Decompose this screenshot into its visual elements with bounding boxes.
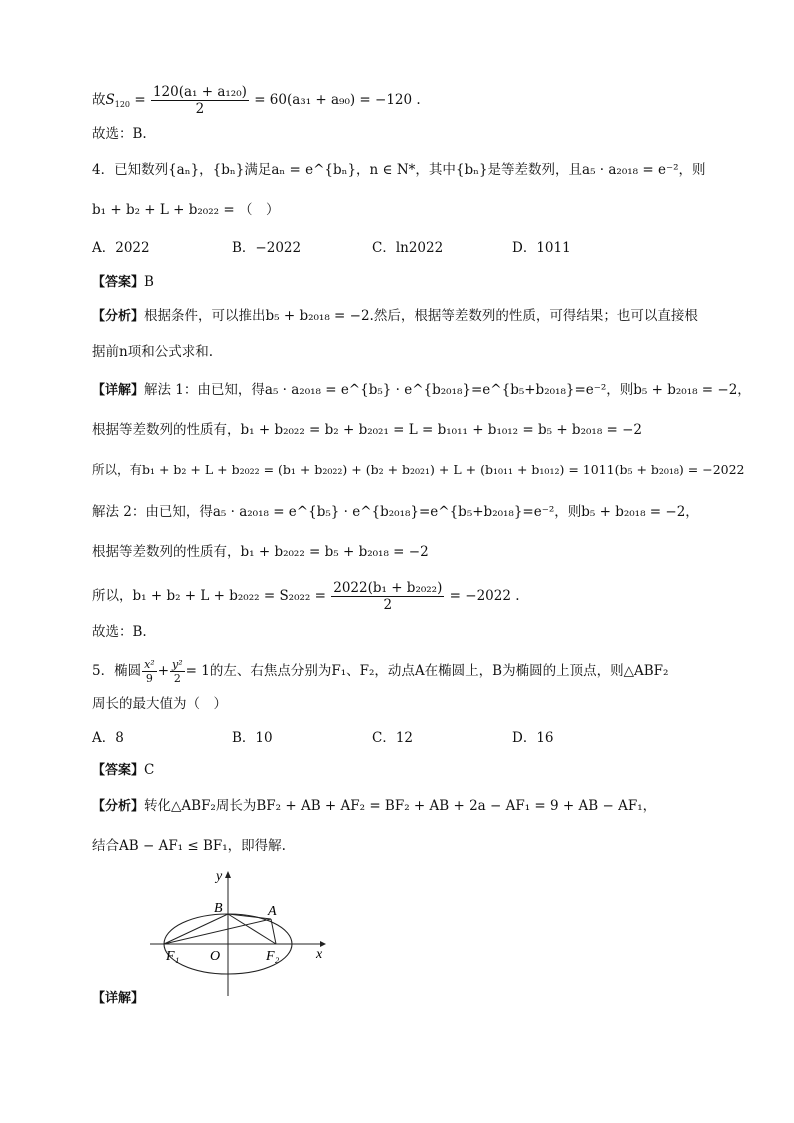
q4-detail-3: 所以，有b₁ + b₂ + L + b₂₀₂₂ = (b₁ + b₂₀₂₂) + (b₂ + b₂₀₂₁) + L + (b₁₀₁₁ + b₁₀₁₂) = 1011(b₅ + b₂₀₁₈) = −2022 bbox=[92, 462, 745, 477]
label-f2: F₂ bbox=[266, 949, 280, 964]
text: 5．椭圆 bbox=[92, 663, 142, 679]
fraction-numerator: 120(a₁ + a₁₂₀) bbox=[152, 84, 247, 100]
answer-tag: 【答案】 bbox=[92, 763, 145, 778]
q4-stem-2: b₁ + b₂ + L + b₂₀₂₂ = （ ） bbox=[92, 202, 280, 218]
q4-stem: 4．已知数列{aₙ}，{bₙ}满足aₙ = e^{bₙ}，n ∈ N*，其中{bₙ}是等差数列，且a₅ · a₂₀₁₈ = e⁻²，则 bbox=[92, 162, 706, 178]
q4-analysis bbox=[92, 306, 698, 327]
q5-option-c: C．12 bbox=[372, 730, 414, 746]
fraction-numerator: y² bbox=[172, 658, 183, 671]
analysis-tag: 【分析】 bbox=[92, 309, 145, 324]
choose-line-2: 故选：B. bbox=[92, 624, 147, 640]
y-axis-arrow bbox=[225, 871, 231, 878]
subscript: 120 bbox=[114, 100, 131, 109]
label-o: O bbox=[210, 949, 221, 964]
equation-rest: = 60(a₃₁ + a₉₀) = −120 . bbox=[254, 92, 421, 108]
q5-option-a: A．8 bbox=[92, 730, 124, 746]
plus: + bbox=[157, 663, 170, 679]
q4-options bbox=[92, 238, 571, 258]
line-s120 bbox=[92, 84, 421, 117]
equation-rest: = −2022 . bbox=[449, 588, 520, 604]
q5-stem-2: 周长的最大值为（ ） bbox=[92, 696, 227, 712]
q4-option-d: D．1011 bbox=[512, 240, 571, 256]
q4-option-b: B．−2022 bbox=[232, 240, 302, 256]
label-a: A bbox=[268, 904, 277, 919]
fraction-numerator: 2022(b₁ + b₂₀₂₂) bbox=[333, 580, 443, 596]
q4-detail-5: 根据等差数列的性质有，b₁ + b₂₀₂₂ = b₅ + b₂₀₁₈ = −2 bbox=[92, 544, 429, 560]
stem-rest: = 1的左、右焦点分别为F₁、F₂，动点A在椭圆上，B为椭圆的上顶点，则△ABF₂ bbox=[185, 663, 669, 679]
answer-tag: 【答案】 bbox=[92, 275, 145, 290]
label-x: x bbox=[316, 947, 323, 962]
fraction-denominator: 9 bbox=[145, 672, 153, 685]
q4-detail-6 bbox=[92, 580, 520, 613]
segment-f1-a bbox=[164, 919, 271, 944]
q5-analysis-2: 结合AB − AF₁ ≤ BF₁，即得解. bbox=[92, 838, 286, 854]
ellipse-figure bbox=[148, 868, 328, 998]
fraction-x bbox=[142, 658, 157, 685]
q4-option-a: A．2022 bbox=[92, 240, 150, 256]
q4-detail-4: 解法 2：由已知，得a₅ · a₂₀₁₈ = e^{b₅} · e^{b₂₀₁₈}=e^{b₅+b₂₀₁₈}=e⁻²，则b₅ + b₂₀₁₈ = −2， bbox=[92, 504, 699, 520]
fraction-denominator: 2 bbox=[173, 672, 181, 685]
fraction-denominator: 2 bbox=[195, 101, 205, 117]
var-S: S bbox=[105, 92, 115, 108]
q4-option-c: C．ln2022 bbox=[372, 240, 444, 256]
fraction-y bbox=[170, 658, 185, 685]
analysis-text: 转化△ABF₂周长为BF₂ + AB + AF₂ = BF₂ + AB + 2a − AF₁ = 9 + AB − AF₁， bbox=[144, 798, 657, 814]
q4-detail-1 bbox=[92, 380, 751, 401]
detail-tag: 【详解】 bbox=[92, 383, 145, 398]
q4-answer bbox=[92, 272, 154, 293]
q4-detail-2: 根据等差数列的性质有，b₁ + b₂₀₂₂ = b₂ + b₂₀₂₁ = L = b₁₀₁₁ + b₁₀₁₂ = b₅ + b₂₀₁₈ = −2 bbox=[92, 422, 643, 438]
q5-stem bbox=[92, 658, 668, 685]
answer-value: B bbox=[144, 274, 154, 290]
fraction-denominator: 2 bbox=[383, 597, 393, 613]
q5-detail bbox=[92, 988, 144, 1009]
ellipse-diagram bbox=[148, 868, 328, 998]
q5-option-d: D．16 bbox=[512, 730, 554, 746]
q5-options bbox=[92, 728, 554, 748]
text: 故 bbox=[92, 92, 106, 108]
detail-text: 解法 1：由已知，得a₅ · a₂₀₁₈ = e^{b₅} · e^{b₂₀₁₈}=e^{b₅+b₂₀₁₈}=e⁻²，则b₅ + b₂₀₁₈ = −2， bbox=[144, 382, 751, 398]
q5-option-b: B．10 bbox=[232, 730, 273, 746]
fraction bbox=[151, 84, 249, 117]
detail-tag: 【详解】 bbox=[92, 991, 145, 1006]
q4-analysis-2: 据前n项和公式求和. bbox=[92, 344, 213, 360]
fraction-numerator: x² bbox=[144, 658, 155, 671]
analysis-text: 根据条件，可以推出b₅ + b₂₀₁₈ = −2.然后，根据等差数列的性质，可得结果；也可以直接根 bbox=[144, 308, 698, 324]
equals: = bbox=[134, 92, 146, 108]
label-y: y bbox=[216, 869, 223, 884]
q5-answer bbox=[92, 760, 154, 781]
fraction bbox=[331, 580, 444, 613]
analysis-tag: 【分析】 bbox=[92, 799, 145, 814]
choose-line-1: 故选：B. bbox=[92, 126, 147, 142]
label-b: B bbox=[214, 901, 223, 916]
q5-analysis bbox=[92, 796, 656, 817]
label-f1: F₁ bbox=[166, 949, 180, 964]
answer-value: C bbox=[144, 762, 155, 778]
equation-prefix: 所以，b₁ + b₂ + L + b₂₀₂₂ = S₂₀₂₂ = bbox=[92, 588, 326, 604]
